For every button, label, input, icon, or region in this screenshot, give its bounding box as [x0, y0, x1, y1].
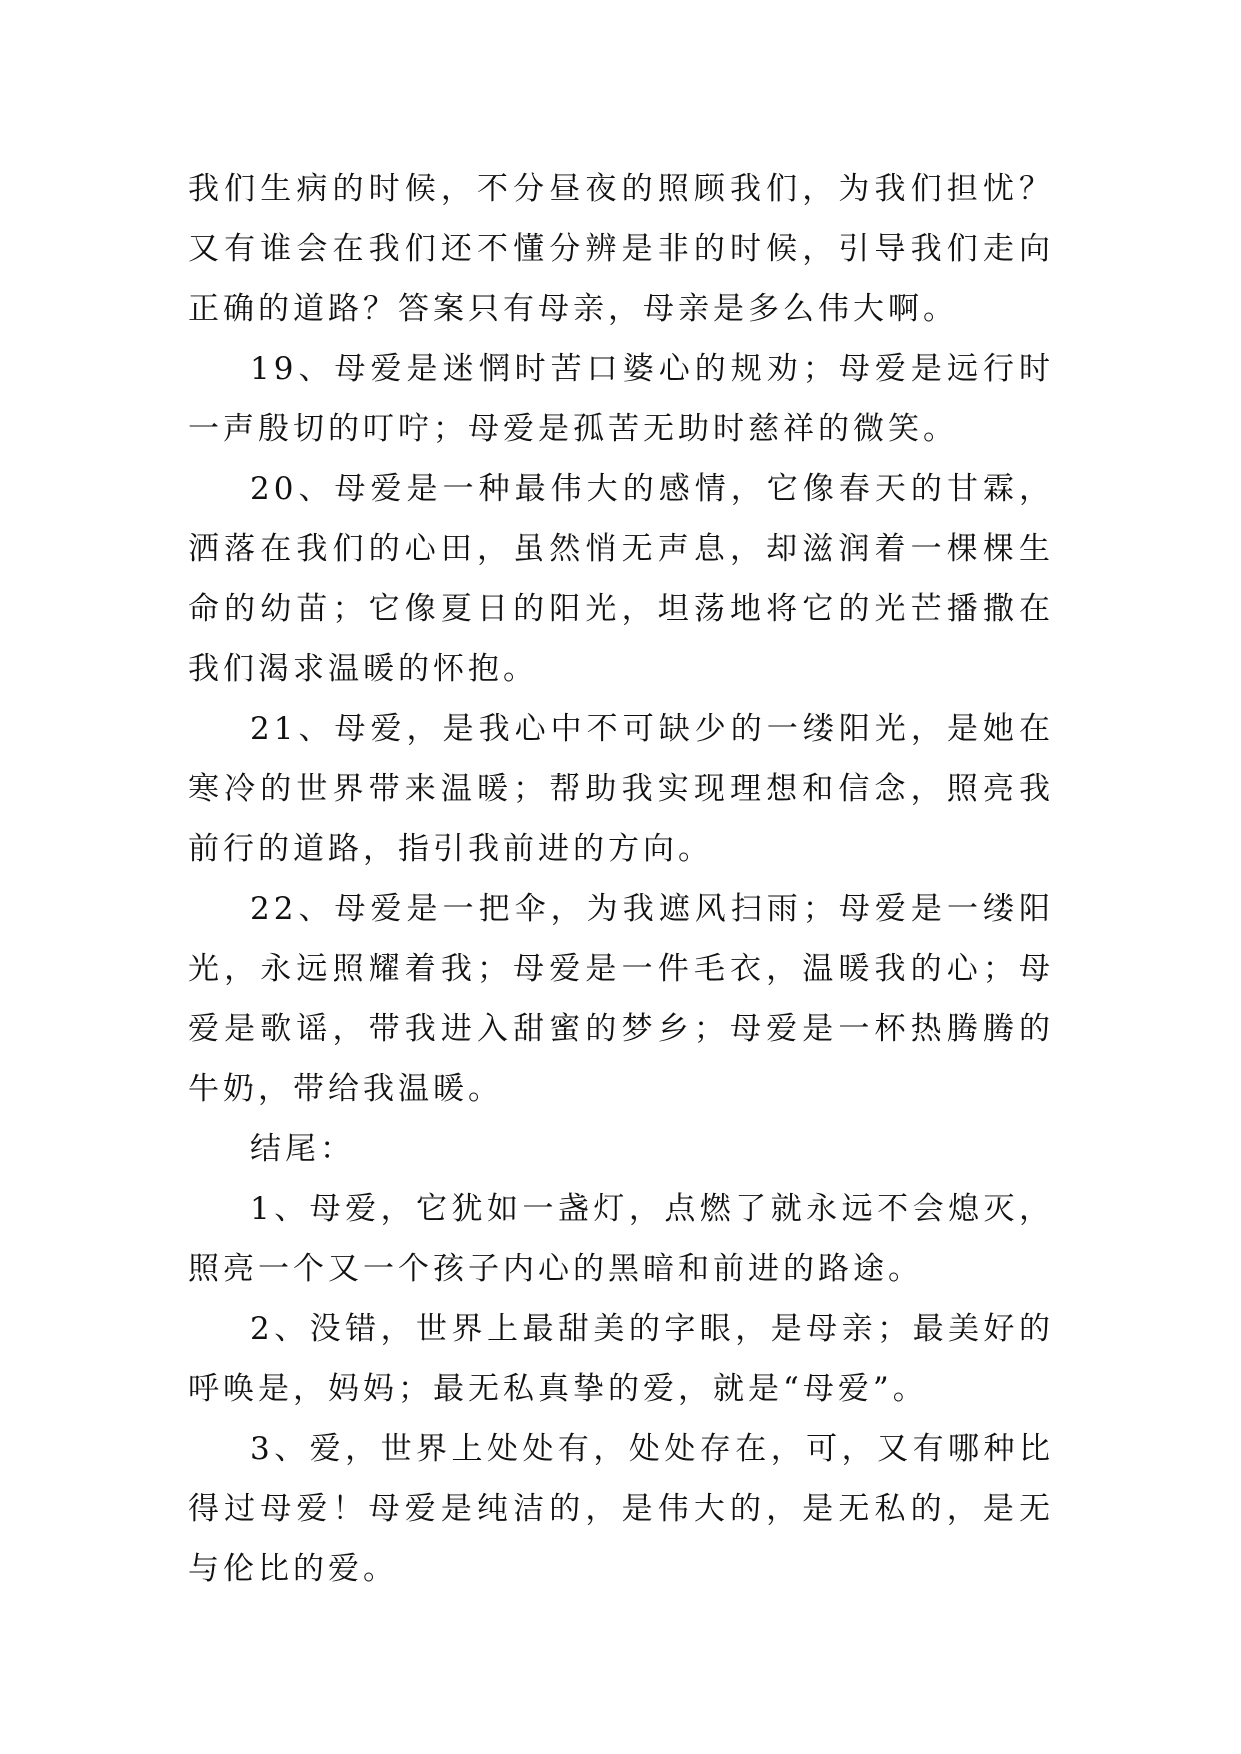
paragraph-item-20: 20、母爱是一种最伟大的感情，它像春天的甘霖，洒落在我们的心田，虽然悄无声息，却滋润着一棵棵生命的幼苗；它像夏日的阳光，坦荡地将它的光芒播撒在我们渴求温暖的怀抱。 [188, 471, 1054, 687]
paragraph-item-19: 19、母爱是迷惘时苦口婆心的规劝；母爱是远行时一声殷切的叮咛；母爱是孤苦无助时慈祥的微笑。 [188, 351, 1054, 447]
paragraph-ending-2: 2、没错，世界上最甜美的字眼，是母亲；最美好的呼唤是，妈妈；最无私真挚的爱，就是“母爱”。 [188, 1311, 1054, 1407]
paragraph-item-22: 22、母爱是一把伞，为我遮风扫雨；母爱是一缕阳光，永远照耀着我；母爱是一件毛衣，温暖我的心；母爱是歌谣，带我进入甜蜜的梦乡；母爱是一杯热腾腾的牛奶，带给我温暖。 [188, 891, 1054, 1107]
section-heading-ending: 结尾： [250, 1131, 355, 1167]
document-body [188, 159, 1054, 1599]
paragraph-continuation: 我们生病的时候，不分昼夜的照顾我们，为我们担忧？又有谁会在我们还不懂分辨是非的时候，引导我们走向正确的道路？答案只有母亲，母亲是多么伟大啊。 [188, 171, 1054, 327]
paragraph-ending-1: 1、母爱，它犹如一盏灯，点燃了就永远不会熄灭，照亮一个又一个孩子内心的黑暗和前进的路途。 [188, 1191, 1054, 1287]
paragraph-item-21: 21、母爱，是我心中不可缺少的一缕阳光，是她在寒冷的世界带来温暖；帮助我实现理想和信念，照亮我前行的道路，指引我前进的方向。 [188, 711, 1054, 867]
paragraph-ending-3: 3、爱，世界上处处有，处处存在，可，又有哪种比得过母爱！母爱是纯洁的，是伟大的，是无私的，是无与伦比的爱。 [188, 1431, 1054, 1587]
